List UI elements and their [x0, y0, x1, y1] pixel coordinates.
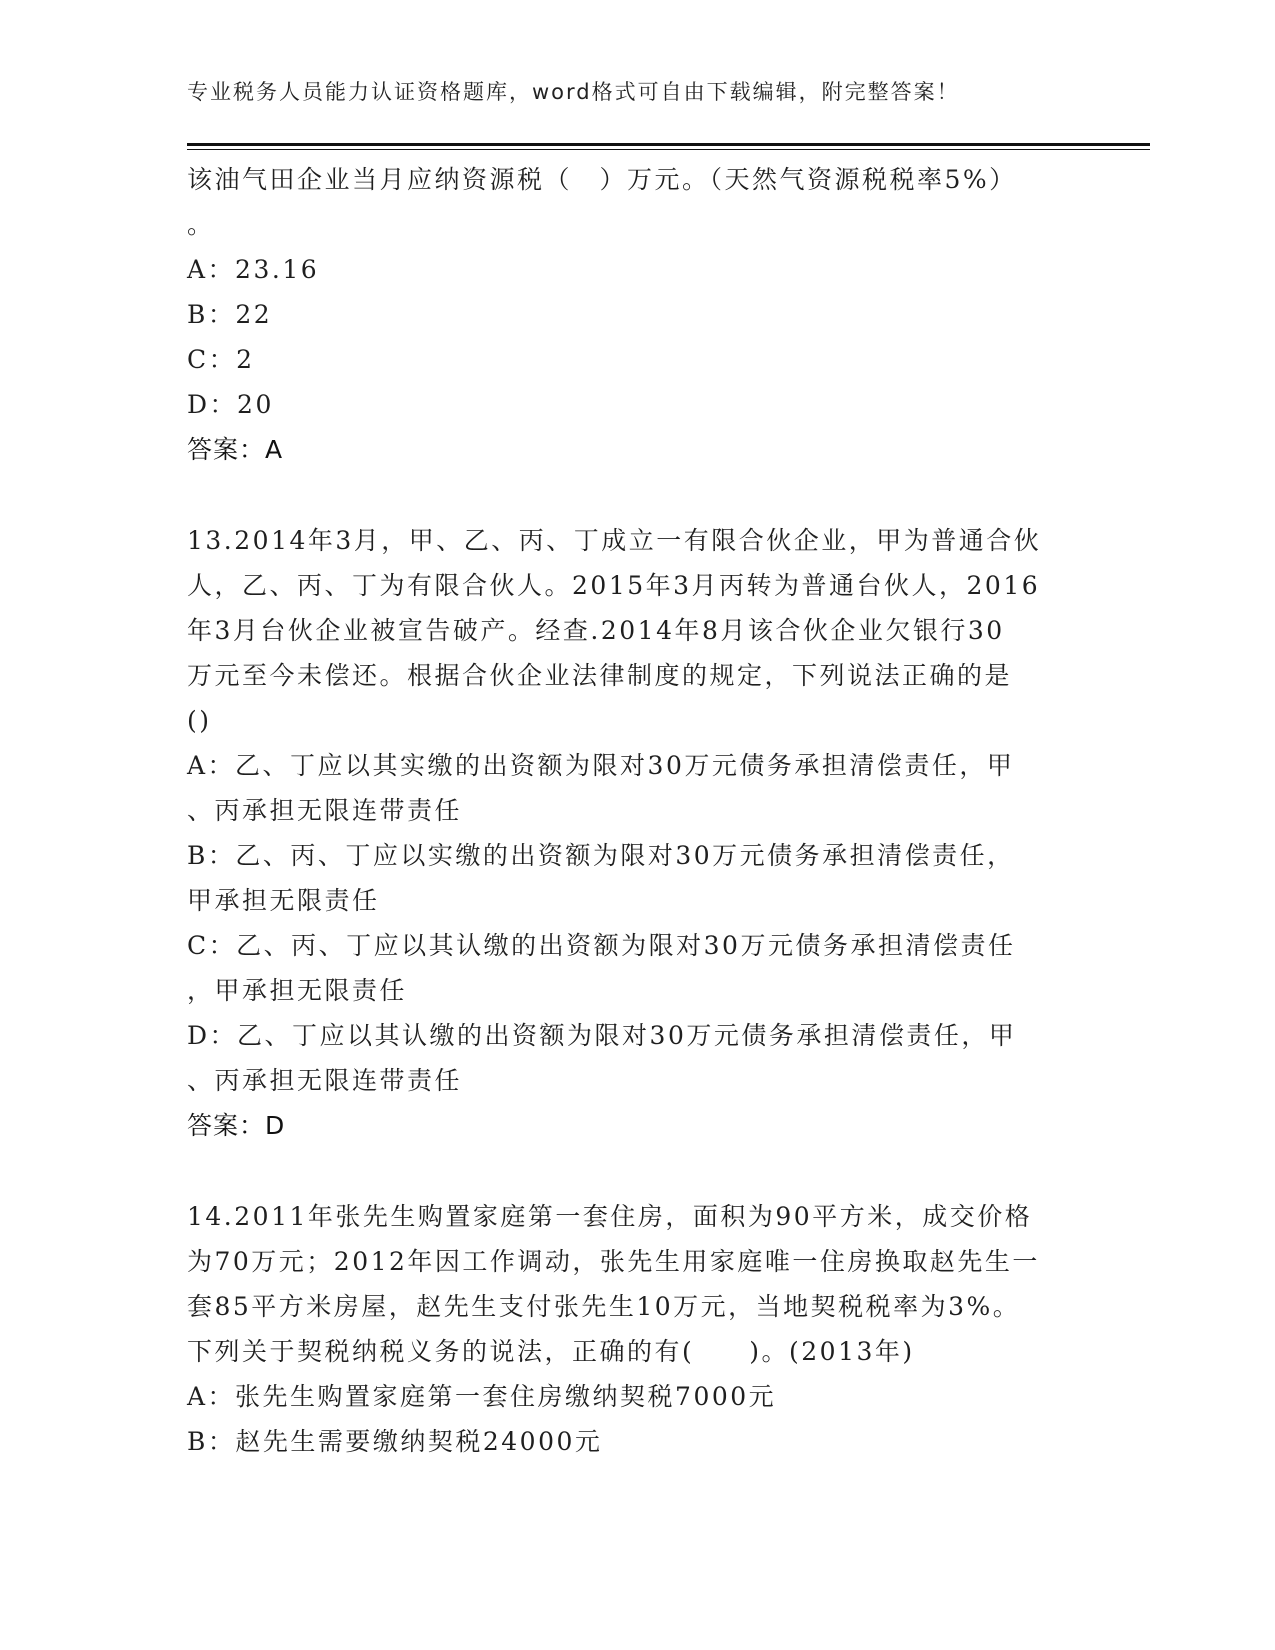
option-a: A：23.16 — [187, 255, 320, 284]
option-a: A：张先生购置家庭第一套住房缴纳契税7000元 — [187, 1382, 777, 1411]
question-stem-line: 14.2011年张先生购置家庭第一套住房，面积为90平方米，成交价格 — [187, 1202, 1033, 1231]
question-12 — [187, 157, 1087, 472]
question-stem-line: () — [187, 706, 212, 735]
option-b: B：乙、丙、丁应以实缴的出资额为限对30万元债务承担清偿责任， — [187, 841, 1015, 870]
question-stem-line: 下列关于契税纳税义务的说法，正确的有( )。(2013年) — [187, 1337, 915, 1366]
option-d: D：乙、丁应以其认缴的出资额为限对30万元债务承担清偿责任，甲 — [187, 1021, 1017, 1050]
question-14 — [187, 1194, 1087, 1464]
option-a-cont: 、丙承担无限连带责任 — [187, 796, 463, 825]
question-stem-line: 该油气田企业当月应纳资源税（ ）万元。（天然气资源税税率5%） — [187, 165, 1017, 194]
question-stem-line: 套85平方米房屋，赵先生支付张先生10万元，当地契税税率为3%。 — [187, 1292, 1021, 1321]
question-stem-line: 年3月台伙企业被宣告破产。经查.2014年8月该合伙企业欠银行30 — [187, 616, 1005, 645]
option-c: C：乙、丙、丁应以其认缴的出资额为限对30万元债务承担清偿责任 — [187, 931, 1016, 960]
option-a: A：乙、丁应以其实缴的出资额为限对30万元债务承担清偿责任，甲 — [187, 751, 1015, 780]
header-rule-thick — [187, 143, 1150, 146]
header-rule-thin — [187, 149, 1150, 150]
page-header: 专业税务人员能力认证资格题库，word格式可自由下载编辑，附完整答案！ — [187, 80, 960, 104]
option-b: B：22 — [187, 300, 273, 329]
question-stem-line: 万元至今未偿还。根据合伙企业法律制度的规定，下列说法正确的是 — [187, 661, 1013, 690]
question-stem-line: 人，乙、丙、丁为有限合伙人。2015年3月丙转为普通台伙人，2016 — [187, 571, 1041, 600]
option-d: D：20 — [187, 390, 274, 419]
question-stem-line: 13.2014年3月，甲、乙、丙、丁成立一有限合伙企业，甲为普通合伙 — [187, 526, 1042, 555]
option-b-cont: 甲承担无限责任 — [187, 886, 380, 915]
answer: 答案：D — [187, 1111, 286, 1140]
option-d-cont: 、丙承担无限连带责任 — [187, 1066, 463, 1095]
page-body — [187, 157, 1087, 1464]
option-c: C：2 — [187, 345, 255, 374]
question-stem-line: 。 — [187, 210, 215, 239]
option-c-cont: ，甲承担无限责任 — [187, 976, 408, 1005]
option-b: B：赵先生需要缴纳契税24000元 — [187, 1427, 603, 1456]
question-stem-line: 为70万元；2012年因工作调动，张先生用家庭唯一住房换取赵先生一 — [187, 1247, 1040, 1276]
answer: 答案：A — [187, 435, 284, 464]
question-13 — [187, 518, 1087, 1148]
